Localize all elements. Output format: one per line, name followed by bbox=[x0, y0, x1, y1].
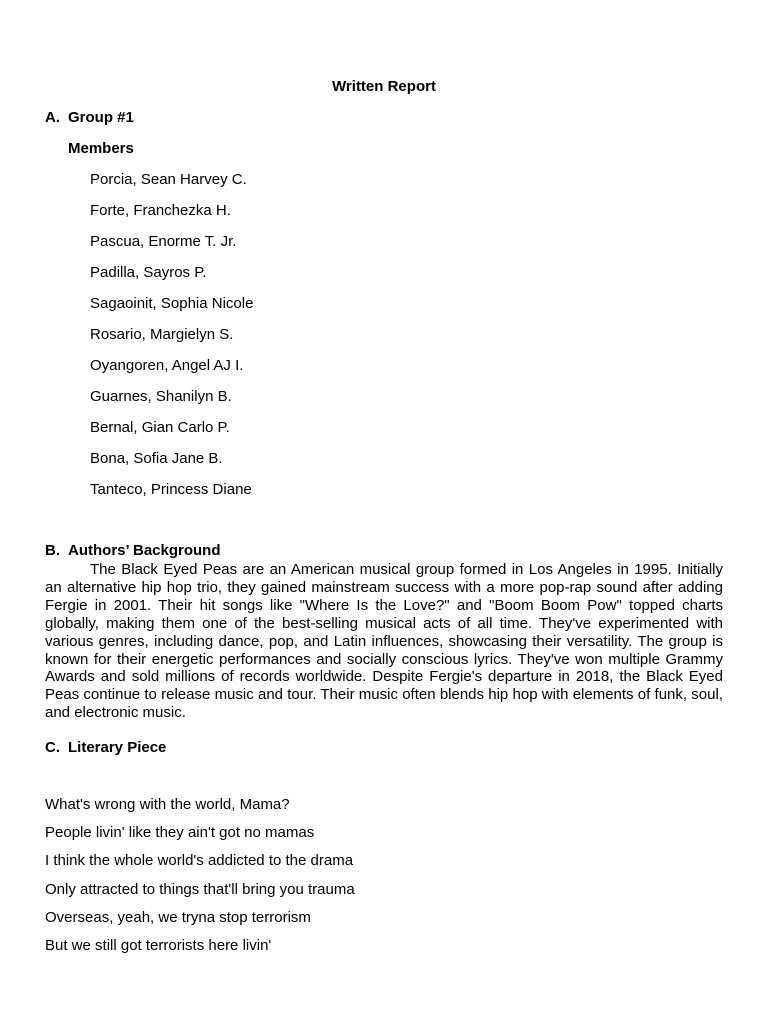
member-item: Tanteco, Princess Diane bbox=[90, 481, 252, 498]
lyric-line: People livin' like they ain't got no mamas bbox=[45, 824, 315, 842]
section-b-title: Authors’ Background bbox=[68, 542, 221, 559]
members-label: Members bbox=[68, 140, 134, 157]
section-a-heading bbox=[45, 109, 134, 126]
member-item: Pascua, Enorme T. Jr. bbox=[90, 233, 237, 250]
section-c-title: Literary Piece bbox=[68, 739, 167, 756]
member-item: Forte, Franchezka H. bbox=[90, 202, 231, 219]
page-title: Written Report bbox=[332, 78, 436, 95]
member-item: Bernal, Gian Carlo P. bbox=[90, 419, 230, 436]
section-c-letter: C. bbox=[45, 739, 60, 756]
section-b-letter: B. bbox=[45, 542, 60, 559]
member-item: Sagaoinit, Sophia Nicole bbox=[90, 295, 254, 312]
member-item: Rosario, Margielyn S. bbox=[90, 326, 234, 343]
authors-background-paragraph: The Black Eyed Peas are an American musical group formed in Los Angeles in 1995. Initially an alternative hip hop trio, they gained mainstream success with a more pop-rap sound after adding Fergie in 2001. Their hit songs like "Where Is the Love?" and "Boom Boom Pow" topped charts globally, making them one of the best-selling musical acts of all time. They've experimented with various genres, including dance, pop, and Latin influences, showcasing their versatility. The group is known for their energetic performances and socially conscious lyrics. They've won multiple Grammy Awards and sold millions of records worldwide. Despite Fergie's departure in 2018, the Black Eyed Peas continue to release music and tour. Their music often blends hip hop with elements of funk, soul, and electronic music. bbox=[45, 561, 723, 722]
section-b-heading bbox=[45, 542, 221, 559]
member-item: Oyangoren, Angel AJ I. bbox=[90, 357, 244, 374]
member-item: Bona, Sofia Jane B. bbox=[90, 450, 223, 467]
section-a-letter: A. bbox=[45, 109, 60, 126]
lyric-line: I think the whole world's addicted to the drama bbox=[45, 852, 354, 870]
member-item: Guarnes, Shanilyn B. bbox=[90, 388, 232, 405]
member-item: Porcia, Sean Harvey C. bbox=[90, 171, 247, 188]
lyric-line: What's wrong with the world, Mama? bbox=[45, 796, 290, 813]
lyric-line: Overseas, yeah, we tryna stop terrorism bbox=[45, 908, 311, 926]
member-item: Padilla, Sayros P. bbox=[90, 264, 207, 281]
lyric-line: But we still got terrorists here livin' bbox=[45, 936, 272, 954]
section-c-heading bbox=[45, 739, 166, 756]
lyrics-list bbox=[45, 796, 355, 965]
members-list bbox=[90, 171, 253, 512]
lyric-line: Only attracted to things that'll bring you trauma bbox=[45, 880, 355, 898]
section-a-title: Group #1 bbox=[68, 109, 134, 126]
